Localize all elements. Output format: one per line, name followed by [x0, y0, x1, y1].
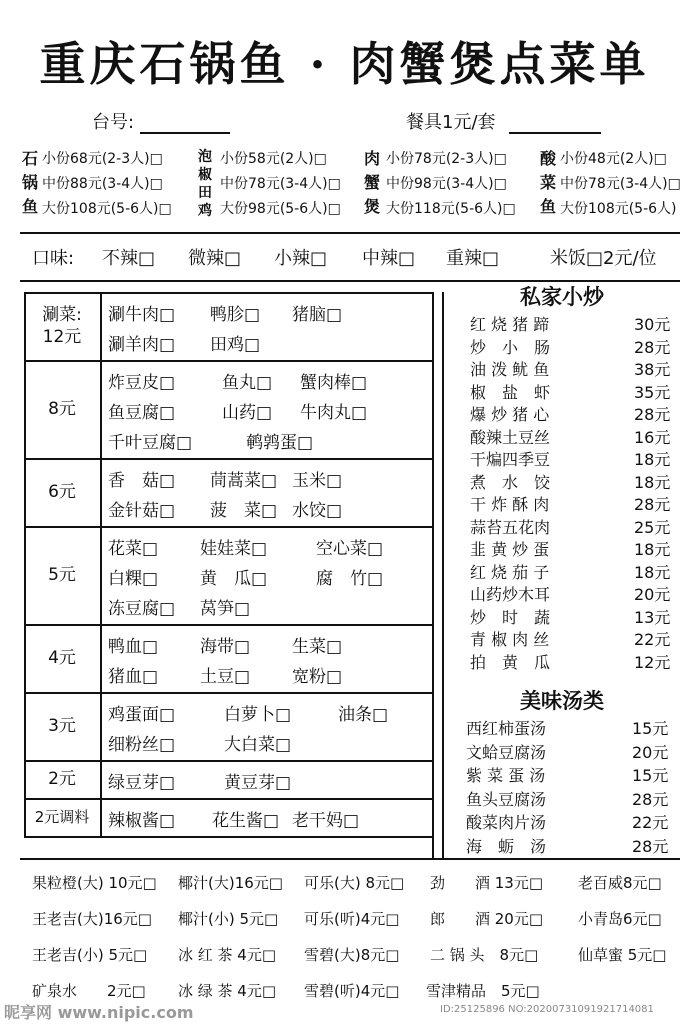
stir-fry-name: 山药炒木耳: [470, 585, 551, 604]
shuan-item[interactable]: 山药□: [222, 403, 273, 423]
shuan-item[interactable]: 土豆□: [200, 667, 251, 687]
price-tier-label: [24, 398, 100, 420]
row-divider: [24, 836, 434, 838]
drink-item[interactable]: 可乐(大) 8元□: [304, 874, 405, 892]
stir-fry-name: 煮 水 饺: [470, 472, 551, 492]
drink-item[interactable]: 小青岛6元□: [578, 910, 662, 928]
shuan-item[interactable]: 腐 竹□: [316, 569, 384, 589]
shuan-item[interactable]: 茼蒿菜□: [210, 471, 278, 491]
stir-fry-name: 酸辣土豆丝: [470, 427, 551, 447]
stir-fry-name: 爆 炒 猪 心: [470, 405, 550, 424]
shuan-item[interactable]: 生菜□: [292, 637, 343, 657]
price-tier-label: [24, 806, 100, 828]
watermark-logo: 昵享网 www.nipic.com: [4, 1003, 194, 1022]
soup-name: 紫 菜 蛋 汤: [466, 766, 546, 785]
rice-option[interactable]: 米饭□2元/位: [550, 248, 657, 269]
soup-name: 鱼头豆腐汤: [466, 789, 547, 809]
shuan-item[interactable]: 猪脑□: [292, 305, 343, 325]
dish-name-char: 椒: [198, 167, 212, 183]
stir-fry-name: 椒 盐 虾: [470, 382, 551, 402]
dish-name-char: 鱼: [540, 197, 557, 216]
flavor-option[interactable]: 不辣□: [102, 248, 156, 269]
dish-name-char: 煲: [364, 197, 381, 216]
divider: [20, 232, 680, 234]
drink-item[interactable]: 仙草蜜 5元□: [578, 946, 667, 964]
shuan-item[interactable]: 千叶豆腐□: [108, 433, 193, 453]
price-column-divider: [100, 292, 102, 836]
size-option[interactable]: 中份88元(3-4人)□: [42, 176, 163, 192]
flavor-option[interactable]: 小辣□: [274, 248, 328, 269]
price-tier-label: [24, 304, 100, 348]
stir-fry-price: 25元: [634, 517, 671, 537]
shuan-item[interactable]: 猪血□: [108, 667, 159, 687]
shuan-item[interactable]: 鱼丸□: [222, 373, 273, 393]
stir-fry-price: 13元: [634, 607, 671, 627]
shuan-item[interactable]: 水饺□: [292, 501, 343, 521]
shuan-item[interactable]: 黄 瓜□: [200, 569, 268, 589]
shuan-item[interactable]: 花菜□: [108, 539, 159, 559]
table-right-border: [432, 292, 434, 858]
size-option[interactable]: 小份78元(2-3人)□: [386, 151, 507, 167]
shuan-item[interactable]: 菠 菜□: [210, 501, 278, 521]
soup-name: 西红柿蛋汤: [466, 719, 547, 738]
size-option[interactable]: 小份48元(2人)□: [560, 151, 667, 167]
page-title: 重庆石锅鱼 · 肉蟹煲点菜单: [39, 37, 650, 91]
shuan-item[interactable]: 田鸡□: [210, 335, 261, 355]
stir-fry-name: 红 烧 猪 蹄: [470, 315, 550, 334]
price-tier-text: 6元: [48, 482, 76, 502]
tableware-blank[interactable]: [509, 114, 601, 134]
price-tier-text: 8元: [48, 399, 76, 419]
shuan-item[interactable]: 玉米□: [292, 471, 343, 491]
soup-price: 28元: [632, 836, 669, 856]
shuan-item[interactable]: 细粉丝□: [108, 735, 176, 755]
stir-fry-name: 红 烧 茄 子: [470, 562, 550, 582]
stir-fry-price: 38元: [634, 360, 671, 379]
row-divider: [24, 624, 434, 626]
stir-fry-price: 12元: [634, 652, 671, 672]
shuan-item[interactable]: 黄豆芽□: [224, 773, 292, 793]
size-option[interactable]: 中份78元(3-4人)□: [220, 176, 341, 192]
stir-fry-name: 蒜苔五花肉: [470, 517, 551, 537]
drink-item[interactable]: 冰 绿 茶 4元□: [178, 982, 277, 1000]
flavor-option[interactable]: 微辣□: [188, 248, 242, 269]
stir-fry-price: 35元: [634, 382, 671, 402]
dish-name-char: 锅: [22, 173, 39, 192]
shuan-item[interactable]: 蟹肉棒□: [300, 373, 368, 393]
stir-fry-price: 16元: [634, 427, 671, 447]
shuan-item[interactable]: 宽粉□: [292, 667, 343, 687]
row-divider: [24, 458, 434, 460]
dish-name-char: 酸: [540, 149, 557, 168]
dish-name-char: 石: [22, 149, 39, 168]
drink-item[interactable]: 冰 红 茶 4元□: [178, 946, 277, 964]
stir-fry-price: 18元: [634, 540, 671, 559]
size-option[interactable]: 大份108元(5-6人)□: [42, 201, 172, 217]
stir-fry-name: 韭 黄 炒 蛋: [470, 540, 550, 559]
shuan-item[interactable]: 莴笋□: [200, 599, 251, 619]
tableware-field: [406, 108, 601, 134]
shuan-item[interactable]: 鹌鹑蛋□: [246, 433, 314, 453]
stir-fry-name: 干煸四季豆: [470, 450, 551, 469]
flavor-label: 口味:: [32, 248, 75, 269]
stir-fry-price: 18元: [634, 472, 671, 492]
price-tier-text: 3元: [48, 716, 76, 736]
shuan-item[interactable]: 鱼豆腐□: [108, 403, 176, 423]
flavor-option[interactable]: 重辣□: [446, 248, 500, 269]
stir-fry-title: 私家小炒: [520, 285, 604, 309]
drink-item[interactable]: 王老吉(小) 5元□: [32, 946, 148, 964]
flavor-option[interactable]: 中辣□: [362, 248, 416, 269]
dish-name-char: 肉: [364, 149, 381, 168]
drink-item[interactable]: 雪碧(大)8元□: [304, 946, 400, 964]
drink-item[interactable]: 椰汁(小) 5元□: [178, 910, 279, 928]
stir-fry-price: 22元: [634, 630, 671, 649]
soup-price: 28元: [632, 789, 669, 809]
soup-price: 20元: [632, 742, 669, 762]
shuan-item[interactable]: 大白菜□: [224, 735, 292, 755]
price-tier-text: 涮菜:: [42, 305, 82, 325]
shuan-item[interactable]: 香 菇□: [108, 471, 176, 491]
shuan-item[interactable]: 冻豆腐□: [108, 599, 176, 619]
stir-fry-price: 28元: [634, 337, 671, 357]
drink-item[interactable]: 果粒橙(大) 10元□: [32, 874, 157, 892]
shuan-item[interactable]: 涮牛肉□: [108, 305, 176, 325]
stir-fry-name: 拍 黄 瓜: [470, 652, 551, 672]
shuan-item[interactable]: 花生酱□: [212, 811, 280, 831]
price-tier-text: 4元: [48, 648, 76, 668]
shuan-item[interactable]: 牛肉丸□: [300, 403, 368, 423]
stir-fry-price: 30元: [634, 315, 671, 334]
watermark-id: ID:25125896 NO:20200731091921714081: [440, 1004, 654, 1015]
drink-item[interactable]: 王老吉(大)16元□: [32, 910, 152, 928]
price-tier-label: [24, 564, 100, 586]
table-number-field[interactable]: [92, 108, 230, 134]
price-tier-text: 2元: [48, 769, 76, 789]
drink-item[interactable]: 二 锅 头 8元□: [430, 946, 539, 964]
row-divider: [24, 360, 434, 362]
table-number-blank[interactable]: [140, 114, 230, 134]
size-option[interactable]: 小份58元(2人)□: [220, 151, 327, 167]
stir-fry-price: 18元: [634, 450, 671, 469]
shuan-item[interactable]: 辣椒酱□: [108, 811, 176, 831]
row-divider: [24, 526, 434, 528]
price-tier-text: 5元: [48, 565, 76, 585]
price-tier-text: 12元: [42, 327, 82, 347]
soup-name: 酸菜肉片汤: [466, 813, 547, 832]
stir-fry-price: 28元: [634, 495, 671, 514]
dish-name-char: 菜: [540, 173, 557, 192]
table-number-label: 台号:: [92, 112, 135, 133]
soup-title: 美味汤类: [520, 689, 604, 713]
drink-item[interactable]: 郎 酒 20元□: [430, 910, 544, 928]
shuan-item[interactable]: 涮羊肉□: [108, 335, 176, 355]
drink-item[interactable]: 雪碧(听)4元□: [304, 982, 400, 1000]
shuan-item[interactable]: 油条□: [338, 705, 389, 725]
column-divider: [442, 292, 444, 858]
drink-item[interactable]: 椰汁(大)16元□: [178, 874, 283, 892]
stir-fry-price: 18元: [634, 562, 671, 582]
size-option[interactable]: 大份98元(5-6人)□: [220, 201, 341, 217]
drink-item[interactable]: 雪津精品 5元□: [426, 982, 540, 1000]
drink-item[interactable]: 矿泉水 2元□: [32, 982, 146, 1000]
price-tier-label: [24, 715, 100, 737]
shuan-item[interactable]: 空心菜□: [316, 539, 384, 559]
divider: [20, 858, 680, 860]
soup-name: 文蛤豆腐汤: [466, 742, 547, 762]
shuan-item[interactable]: 白粿□: [108, 569, 159, 589]
shuan-item[interactable]: 白萝卜□: [224, 705, 292, 725]
stir-fry-price: 28元: [634, 405, 671, 424]
soup-price: 15元: [632, 766, 669, 785]
drink-item[interactable]: 可乐(听)4元□: [304, 910, 400, 928]
stir-fry-name: 炒 时 蔬: [470, 607, 551, 627]
tableware-label: 餐具1元/套: [406, 112, 496, 133]
size-option[interactable]: 小份68元(2-3人)□: [42, 151, 163, 167]
shuan-item[interactable]: 老干妈□: [292, 811, 360, 831]
shuan-item[interactable]: 鸭血□: [108, 637, 159, 657]
dish-name-char: 泡: [198, 149, 212, 165]
stir-fry-name: 炒 小 肠: [470, 337, 551, 357]
size-option[interactable]: 大份108元(5-6人): [560, 201, 677, 217]
dish-name-char: 蟹: [364, 173, 381, 192]
stir-fry-price: 20元: [634, 585, 671, 604]
table-left-border: [24, 292, 26, 836]
drink-item[interactable]: 老百威8元□: [578, 874, 662, 892]
soup-name: 海 蛎 汤: [466, 836, 547, 856]
flavor-row: [32, 244, 74, 270]
size-option[interactable]: 中份98元(3-4人)□: [386, 176, 507, 192]
stir-fry-name: 青 椒 肉 丝: [470, 630, 550, 649]
price-tier-text: 2元调料: [34, 808, 90, 826]
price-tier-label: [24, 768, 100, 790]
row-divider: [24, 798, 434, 800]
shuan-item[interactable]: 炸豆皮□: [108, 373, 176, 393]
stir-fry-name: 油 泼 鱿 鱼: [470, 360, 550, 379]
shuan-item[interactable]: 绿豆芽□: [108, 773, 176, 793]
dish-name-char: 鱼: [22, 197, 39, 216]
shuan-item[interactable]: 金针菇□: [108, 501, 176, 521]
price-tier-label: [24, 647, 100, 669]
shuan-item[interactable]: 海带□: [200, 637, 251, 657]
size-option[interactable]: 中份78元(3-4人)□: [560, 176, 681, 192]
shuan-item[interactable]: 娃娃菜□: [200, 539, 268, 559]
dish-name-char: 田: [198, 185, 212, 201]
shuan-item[interactable]: 鸭胗□: [210, 305, 261, 325]
row-divider: [24, 760, 434, 762]
drink-item[interactable]: 劲 酒 13元□: [430, 874, 544, 892]
shuan-item[interactable]: 鸡蛋面□: [108, 705, 176, 725]
soup-price: 15元: [632, 719, 669, 738]
price-tier-label: [24, 481, 100, 503]
size-option[interactable]: 大份118元(5-6人)□: [386, 201, 516, 217]
row-divider: [24, 692, 434, 694]
stir-fry-name: 干 炸 酥 肉: [470, 495, 550, 514]
dish-name-char: 鸡: [198, 203, 212, 219]
soup-price: 22元: [632, 813, 669, 832]
table-top-border: [24, 292, 434, 294]
